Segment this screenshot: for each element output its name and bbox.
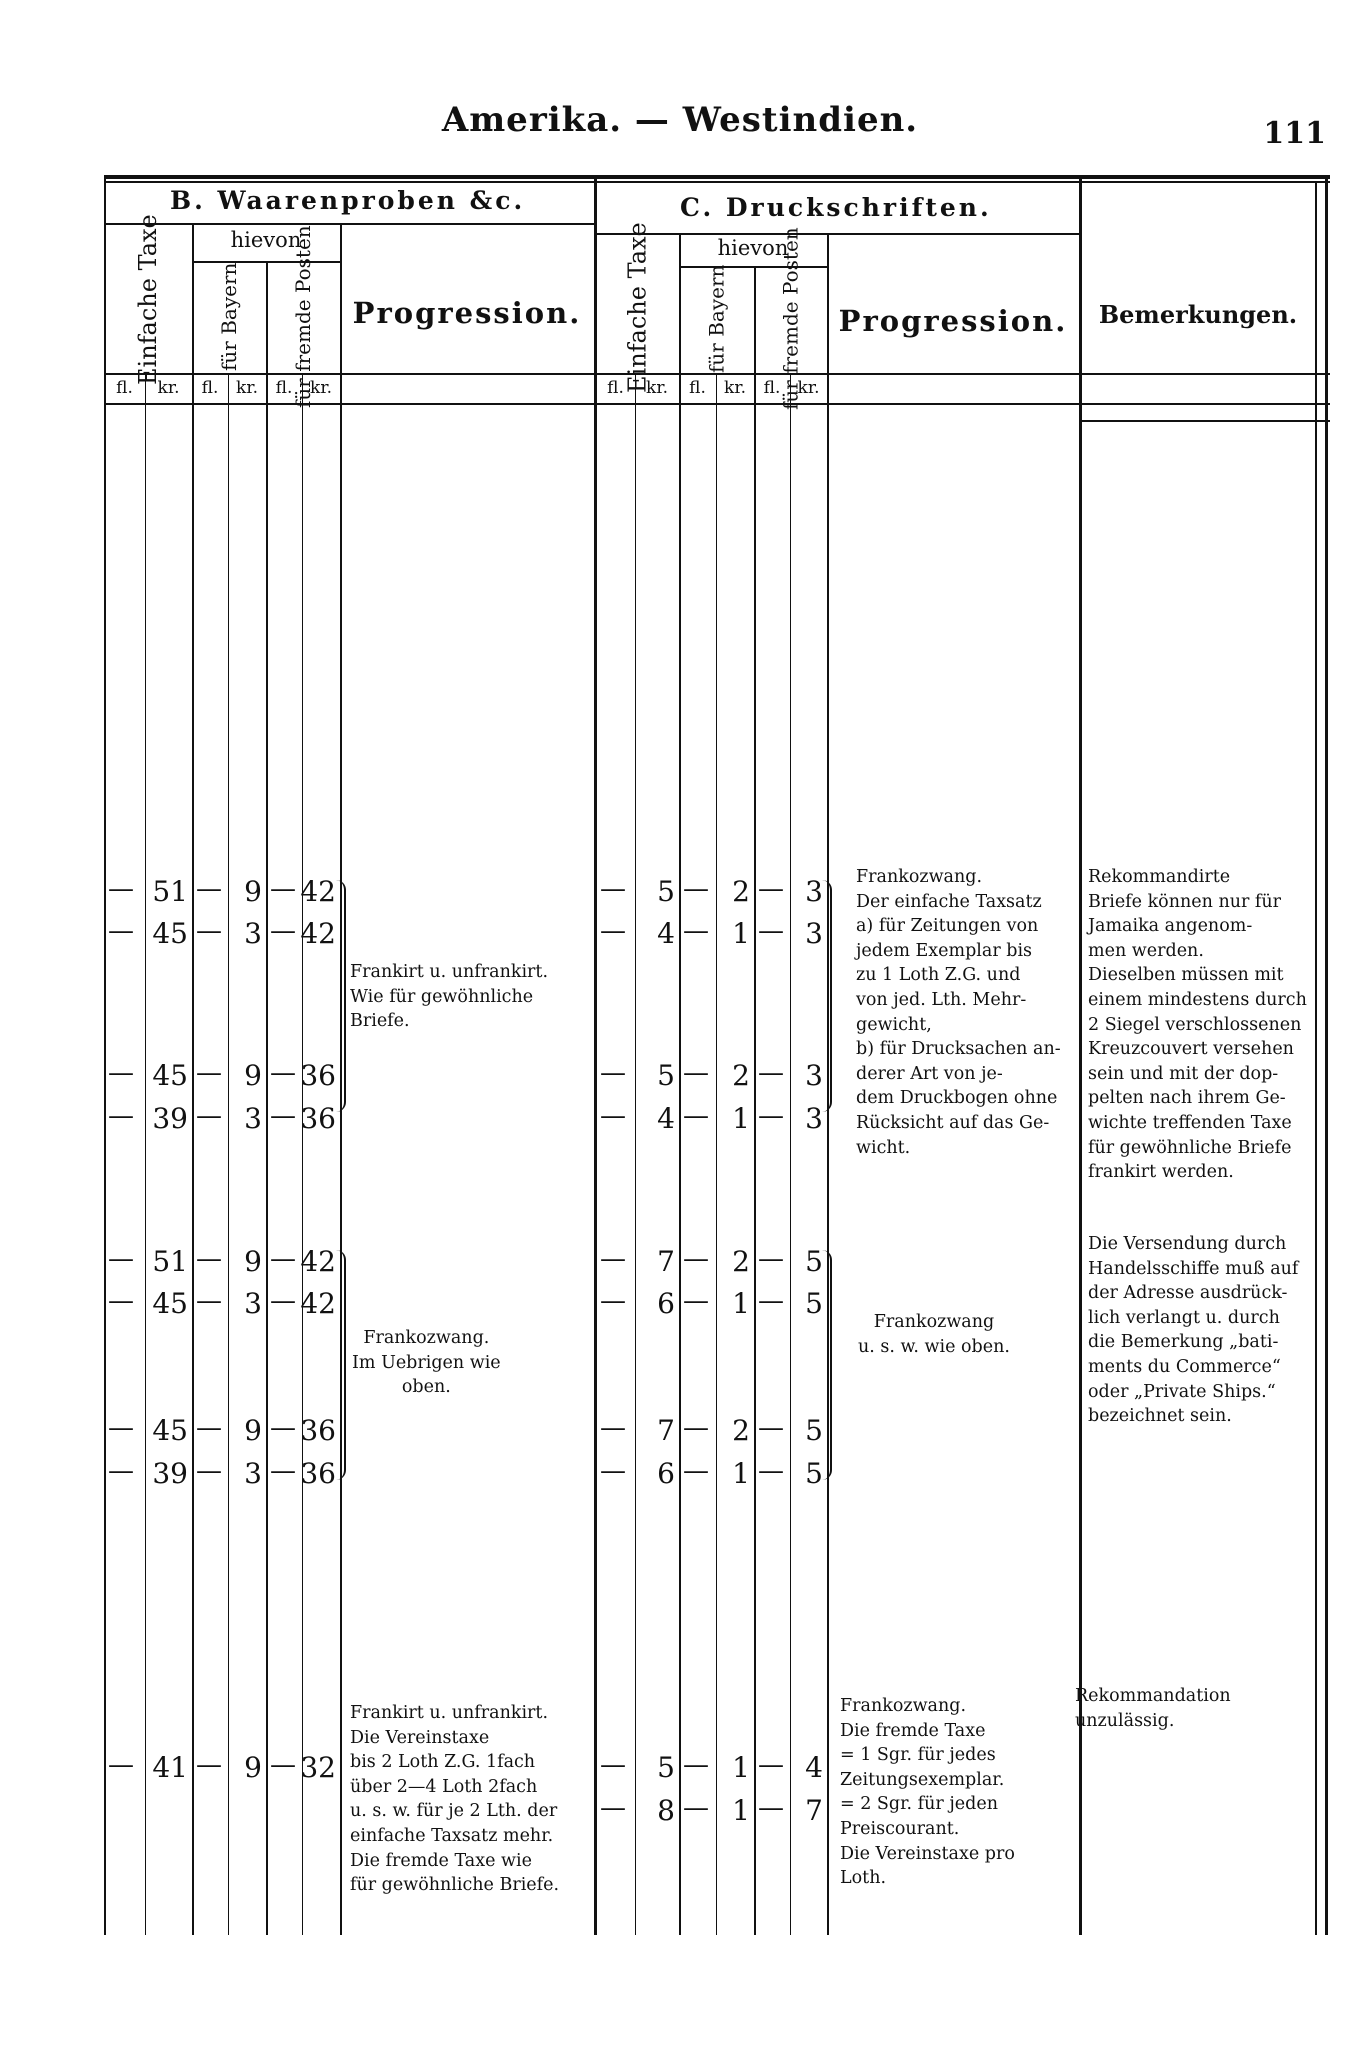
c-taxe-dash: — (600, 916, 626, 946)
b-fremde-dash: — (270, 916, 296, 946)
c-progression-note-1: Frankozwang. Der einfache Taxsatz a) für Zeitungen von jedem Exemplar bis zu 1 Loth Z.G. und von jed. Lth. Mehr- gewicht, b) für Drucksachen an- derer Art von je- dem Druckbogen ohne Rücksicht auf das Ge- wicht. (856, 867, 1061, 1158)
b-progression-header: Progression. (352, 296, 582, 330)
b-bayern-dash: — (196, 1244, 222, 1274)
c-taxe-dash: — (600, 1750, 626, 1780)
b-taxe-value: 39 (152, 1457, 188, 1490)
b-fuer-bayern-header: für Bayern (217, 262, 241, 372)
c-taxe-fl-unit: fl. (607, 378, 624, 398)
section-divider-c-bem (1079, 175, 1082, 1935)
c-taxe-dash: — (600, 1793, 626, 1823)
c-bayern-dash: — (683, 1058, 709, 1088)
b-hievon-label: hievon (230, 228, 302, 252)
c-fremde-dash: — (758, 1413, 784, 1443)
b-progression-note-1: Frankirt u. unfrankirt. Wie für gewöhnliche Briefe. (350, 962, 549, 1032)
c-fuer-bayern-header: für Bayern (704, 264, 729, 374)
b-bayern-value: 9 (244, 1414, 262, 1447)
b-fremde-value: 32 (300, 1751, 336, 1784)
page-title: Amerika. — Westindien. (441, 100, 919, 140)
b-bayern-value: 3 (244, 917, 262, 950)
remarks-note-3: Rekommandation unzulässig. (1075, 1686, 1231, 1731)
c-fremde-value: 3 (805, 917, 823, 950)
b-taxe-dash: — (108, 1750, 134, 1780)
c-fremde-value: 5 (805, 1245, 823, 1278)
c-taxe-value: 5 (657, 1059, 675, 1092)
b-fremde-dash: — (270, 1058, 296, 1088)
c-fremde-dash: — (758, 916, 784, 946)
c-fuer-fremde-header: für fremde Posten (778, 227, 803, 411)
section-b-label: B. Waarenproben &c. (170, 186, 526, 215)
b-taxe-fl-unit: fl. (116, 378, 133, 398)
b-fremde-dash: — (270, 1101, 296, 1131)
page-number: 111 (1263, 116, 1326, 151)
c-taxe-value: 7 (657, 1414, 675, 1447)
c-fremde-value: 7 (805, 1794, 823, 1827)
b-bayern-dash: — (196, 1750, 222, 1780)
b-fremde-value: 42 (300, 917, 336, 950)
c-taxe-dash: — (600, 1244, 626, 1274)
c-taxe-right (679, 233, 681, 1935)
b-fremde-value: 36 (300, 1414, 336, 1447)
c-fremde-dash: — (758, 1793, 784, 1823)
c-fremde-value: 3 (805, 1059, 823, 1092)
c-taxe-value: 6 (657, 1457, 675, 1490)
b-taxe-dash: — (108, 1456, 134, 1486)
b-bayern-value: 3 (244, 1287, 262, 1320)
c-fremde-value: 5 (805, 1287, 823, 1320)
b-taxe-dash: — (108, 1286, 134, 1316)
c-fremde-dash: — (758, 1244, 784, 1274)
b-taxe-dash: — (108, 874, 134, 904)
b-fremde-dash: — (270, 1286, 296, 1316)
b-fremde-fl-kr-divider (302, 373, 303, 1935)
b-bayern-dash: — (196, 1286, 222, 1316)
c-taxe-dash: — (600, 1286, 626, 1316)
b-fremde-value: 36 (300, 1059, 336, 1092)
c-fremde-value: 5 (805, 1457, 823, 1490)
b-bayern-right (266, 261, 268, 1935)
b-taxe-right (192, 223, 194, 1935)
c-bayern-dash: — (683, 1244, 709, 1274)
c-bayern-value: 2 (732, 1245, 750, 1278)
b-progression-note-3: Frankirt u. unfrankirt. Die Vereinstaxe bis 2 Loth Z.G. 1fach über 2—4 Loth 2fach u. s. w. für je 2 Lth. der einfache Taxsatz mehr. Die fremde Taxe wie für gewöhnliche Briefe. (350, 1703, 560, 1896)
c-bayern-value: 1 (732, 1457, 750, 1490)
b-taxe-fl-kr-divider (145, 373, 146, 1935)
b-fremde-value: 36 (300, 1102, 336, 1135)
b-taxe-dash: — (108, 1101, 134, 1131)
c-fremde-dash: — (758, 1456, 784, 1486)
c-hievon-label: hievon (717, 236, 789, 260)
b-einfache-taxe-header: Einfache Taxe (133, 214, 162, 386)
c-fremde-dash: — (758, 1101, 784, 1131)
c-taxe-value: 6 (657, 1287, 675, 1320)
b-bayern-fl-kr-divider (228, 373, 229, 1935)
c-bayern-value: 1 (732, 917, 750, 950)
b-brace-group-1 (336, 880, 346, 1112)
c-taxe-dash: — (600, 1413, 626, 1443)
b-bayern-dash: — (196, 916, 222, 946)
b-bayern-value: 3 (244, 1102, 262, 1135)
b-taxe-value: 51 (152, 1245, 188, 1278)
bem-right (1315, 181, 1317, 1935)
section-divider-b-c (594, 175, 597, 1935)
b-fremde-fl-unit: fl. (275, 378, 293, 398)
c-progression-header: Progression. (838, 304, 1068, 338)
b-taxe-value: 45 (152, 1414, 188, 1447)
b-taxe-value: 45 (152, 917, 188, 950)
section-b-header-rule (104, 223, 596, 225)
remarks-note-2: Die Versendung durch Handelsschiffe muß auf der Adresse ausdrück- lich verlangt u. durch die Bemerkung „bati- ments du Commerce“ oder „Private Ships.“ bezeichnet sein. (1088, 1234, 1299, 1427)
c-taxe-value: 5 (657, 875, 675, 908)
c-fremde-dash: — (758, 874, 784, 904)
c-brace-group-1 (822, 880, 832, 1112)
c-taxe-value: 4 (657, 1102, 675, 1135)
b-fremde-value: 36 (300, 1457, 336, 1490)
section-c-header-rule (596, 233, 1079, 235)
b-fremde-value: 42 (300, 1245, 336, 1278)
b-fremde-dash: — (270, 1750, 296, 1780)
header-bottom-rule (104, 403, 1330, 405)
b-fremde-value: 42 (300, 1287, 336, 1320)
c-einfache-taxe-header: Einfache Taxe (623, 222, 652, 394)
c-taxe-dash: — (600, 874, 626, 904)
b-bayern-dash: — (196, 874, 222, 904)
c-fremde-dash: — (758, 1058, 784, 1088)
c-taxe-fl-kr-divider (635, 373, 636, 1935)
b-bayern-dash: — (196, 1456, 222, 1486)
c-bayern-right (754, 266, 756, 1935)
c-bayern-dash: — (683, 1101, 709, 1131)
c-bayern-value: 2 (732, 875, 750, 908)
units-rule (104, 373, 1330, 375)
table-top-rule (104, 175, 1330, 179)
b-taxe-value: 45 (152, 1287, 188, 1320)
b-bayern-dash: — (196, 1101, 222, 1131)
b-taxe-value: 45 (152, 1059, 188, 1092)
b-taxe-value: 41 (152, 1751, 188, 1784)
bem-header-rule (1079, 420, 1330, 422)
c-fremde-dash: — (758, 1286, 784, 1316)
b-bayern-value: 9 (244, 1751, 262, 1784)
c-bayern-fl-unit: fl. (689, 378, 706, 398)
section-c-label: C. Druckschriften. (680, 193, 992, 222)
b-fremde-dash: — (270, 1244, 296, 1274)
c-bayern-dash: — (683, 1456, 709, 1486)
c-taxe-dash: — (600, 1058, 626, 1088)
b-fremde-value: 42 (300, 875, 336, 908)
b-bayern-value: 9 (244, 1245, 262, 1278)
b-brace-group-2 (336, 1250, 346, 1480)
c-bayern-value: 2 (732, 1059, 750, 1092)
b-taxe-value: 51 (152, 875, 188, 908)
c-bayern-value: 1 (732, 1102, 750, 1135)
table-top-rule-inner (104, 181, 1330, 183)
c-fremde-value: 5 (805, 1414, 823, 1447)
c-bayern-dash: — (683, 1286, 709, 1316)
c-bayern-dash: — (683, 874, 709, 904)
c-fremde-fl-kr-divider (790, 373, 791, 1935)
b-bayern-value: 9 (244, 875, 262, 908)
c-brace-group-2 (822, 1250, 832, 1480)
c-taxe-dash: — (600, 1456, 626, 1486)
c-bayern-fl-kr-divider (716, 373, 717, 1935)
table-right-border (1325, 175, 1328, 1935)
c-bayern-dash: — (683, 1750, 709, 1780)
c-bayern-kr-unit: kr. (724, 378, 746, 398)
b-taxe-kr-unit: kr. (157, 378, 180, 398)
b-taxe-dash: — (108, 916, 134, 946)
b-fremde-dash: — (270, 1413, 296, 1443)
b-bayern-dash: — (196, 1413, 222, 1443)
b-fremde-dash: — (270, 874, 296, 904)
b-taxe-value: 39 (152, 1102, 188, 1135)
c-fremde-value: 3 (805, 1102, 823, 1135)
c-bayern-dash: — (683, 1793, 709, 1823)
c-bayern-dash: — (683, 916, 709, 946)
c-taxe-value: 7 (657, 1245, 675, 1278)
c-bayern-value: 2 (732, 1414, 750, 1447)
b-bayern-value: 9 (244, 1059, 262, 1092)
b-taxe-dash: — (108, 1413, 134, 1443)
b-bayern-fl-unit: fl. (201, 378, 219, 398)
c-taxe-dash: — (600, 1101, 626, 1131)
c-taxe-value: 4 (657, 917, 675, 950)
c-taxe-value: 5 (657, 1751, 675, 1784)
c-fremde-kr-unit: kr. (797, 378, 820, 398)
b-taxe-dash: — (108, 1244, 134, 1274)
c-bayern-dash: — (683, 1413, 709, 1443)
b-fremde-kr-unit: kr. (310, 378, 332, 398)
b-bayern-kr-unit: kr. (236, 378, 258, 398)
c-fremde-dash: — (758, 1750, 784, 1780)
c-progression-note-3: Frankozwang. Die fremde Taxe = 1 Sgr. für jedes Zeitungsexemplar. = 2 Sgr. für jeden Preiscourant. Die Vereinstaxe pro Loth. (840, 1696, 1015, 1889)
c-bayern-value: 1 (732, 1751, 750, 1784)
b-taxe-dash: — (108, 1058, 134, 1088)
b-left-border (104, 175, 106, 1935)
c-taxe-value: 8 (657, 1794, 675, 1827)
c-bayern-value: 1 (732, 1794, 750, 1827)
c-fremde-value: 4 (805, 1751, 823, 1784)
b-progression-note-2: Frankozwang. Im Uebrigen wie oben. (352, 1328, 501, 1398)
c-hievon-rule (679, 266, 827, 268)
bemerkungen-header: Bemerkungen. (1098, 300, 1298, 329)
c-bayern-value: 1 (732, 1287, 750, 1320)
b-bayern-value: 3 (244, 1457, 262, 1490)
c-taxe-kr-unit: kr. (646, 378, 668, 398)
c-fremde-fl-unit: fl. (763, 378, 781, 398)
c-fremde-value: 3 (805, 875, 823, 908)
remarks-note-1: Rekommandirte Briefe können nur für Jamaika angenom- men werden. Dieselben müssen mit einem mindestens durch 2 Siegel verschlossenen Kreuzcouvert versehen sein und mit der dop- pelten nach ihrem Ge- wichte treffenden Taxe für gewöhnliche Briefe frankirt werden. (1088, 867, 1307, 1183)
b-bayern-dash: — (196, 1058, 222, 1088)
b-fremde-dash: — (270, 1456, 296, 1486)
c-progression-note-2: Frankozwang u. s. w. wie oben. (858, 1312, 1010, 1357)
b-fuer-fremde-header: für fremde Posten (291, 225, 315, 409)
